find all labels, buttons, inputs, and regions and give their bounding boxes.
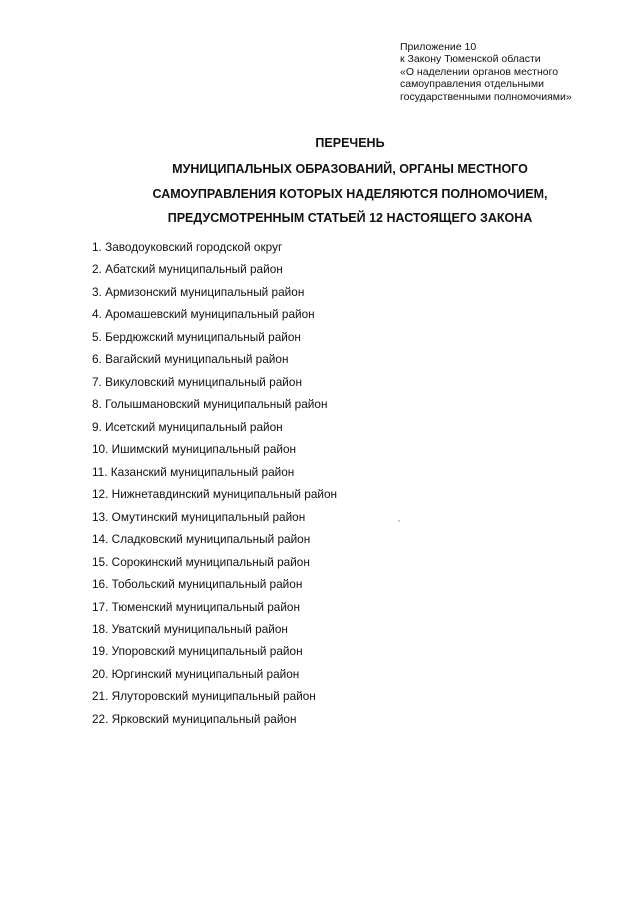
list-item: 7. Викуловский муниципальный район [92,374,302,389]
list-item: 21. Ялуторовский муниципальный район [92,689,316,704]
list-item: 20. Юргинский муниципальный район [92,666,300,681]
list-item: 8. Голышмановский муниципальный район [92,397,328,412]
appendix-line: государственными полномочиями» [400,90,572,103]
title-line: МУНИЦИПАЛЬНЫХ ОБРАЗОВАНИЙ, ОРГАНЫ МЕСТНОГО [172,162,528,176]
municipality-list [92,239,337,733]
title-main: ПЕРЕЧЕНЬ [315,136,385,150]
list-item: 19. Упоровский муниципальный район [92,644,303,659]
list-item: 1. Заводоуковский городской округ [92,240,283,254]
list-item: 16. Тобольский муниципальный район [92,577,303,592]
list-item: 11. Казанский муниципальный район [92,464,295,479]
scan-speck [398,520,400,522]
list-item: 9. Исетский муниципальный район [92,419,283,434]
title-line: ПРЕДУСМОТРЕННЫМ СТАТЬЕЙ 12 НАСТОЯЩЕГО ЗАКОНА [167,211,533,225]
appendix-line: самоуправления отдельными [400,78,544,91]
list-item: 22. Ярковский муниципальный район [92,711,297,726]
list-item: 15. Сорокинский муниципальный район [92,554,310,569]
list-item: 10. Ишимский муниципальный район [92,442,297,457]
list-item: 13. Омутинский муниципальный район [92,509,306,524]
list-item: 3. Армизонский муниципальный район [92,284,305,299]
title-line: САМОУПРАВЛЕНИЯ КОТОРЫХ НАДЕЛЯЮТСЯ ПОЛНОМОЧИЕМ, [152,186,548,201]
list-item: 2. Абатский муниципальный район [92,262,283,277]
list-item: 4. Аромашевский муниципальный район [92,307,315,322]
list-item: 18. Уватский муниципальный район [92,621,288,636]
list-item: 6. Вагайский муниципальный район [92,352,289,367]
list-item: 5. Бердюжский муниципальный район [92,329,301,344]
list-item: 17. Тюменский муниципальный район [92,599,301,614]
document-title [100,131,600,231]
list-item: 14. Сладковский муниципальный район [92,532,311,547]
appendix-line: «О наделении органов местного [400,65,559,78]
appendix-line: Приложение 10 [400,41,477,53]
list-item: 12. Нижнетавдинский муниципальный район [92,487,338,502]
appendix-line: к Закону Тюменской области [400,53,541,66]
appendix-header [400,41,630,103]
